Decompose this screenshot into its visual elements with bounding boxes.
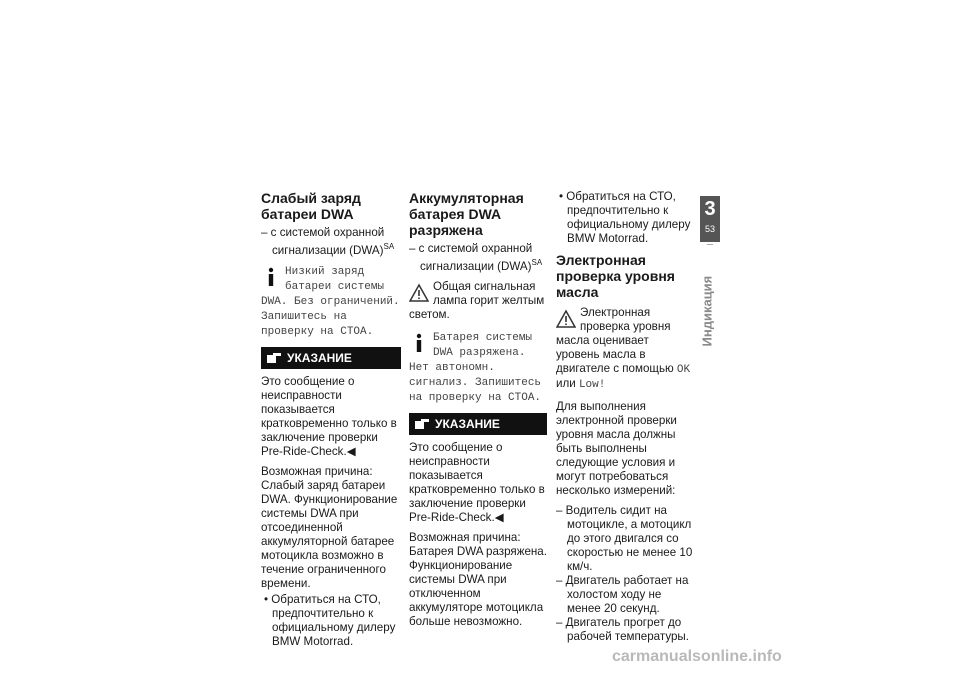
- display-message: Низкий заряд батареи системы DWA. Без ограничений. Запишитесь на проверку на СТОА.: [261, 265, 400, 338]
- watermark: carmanualsonline.info: [612, 648, 782, 665]
- cause-body: Батарея DWA разряжена. Функционирование системы DWA при отключенном аккумуляторе мотоцикла больше невозможно.: [409, 544, 547, 628]
- condition-dwa: – с системой охранной сигнализации (DWA)$^{SA}$: [409, 242, 547, 274]
- chapter-tab: [700, 196, 720, 242]
- display-message-block: [409, 330, 547, 405]
- note-header: [261, 347, 401, 369]
- condition-dwa: – с системой охранной сигнализации (DWA)$^{SA}$: [261, 226, 401, 258]
- note-header: [409, 413, 547, 435]
- cause-label: Возможная причина:: [409, 530, 521, 544]
- or-word: или: [556, 377, 576, 390]
- action-bullet: • Обратиться на СТО, предпочтительно к официальному дилеру BMW Motorrad.: [556, 190, 694, 246]
- column-3: [556, 190, 694, 644]
- chapter-number: 3: [704, 198, 716, 220]
- info-icon: [261, 266, 281, 288]
- column-2: [409, 190, 547, 635]
- tab-divider: [707, 244, 713, 245]
- display-message: Батарея системы DWA разряжена. Нет автономн. сигнализ. Запишитесь на проверку на СТОА.: [409, 331, 542, 404]
- oil-check-block: [556, 306, 694, 392]
- warning-triangle-icon: [556, 308, 576, 330]
- heading-dwa-battery-empty: Аккумуляторная батарея DWA разряжена: [409, 190, 524, 238]
- low-value: Low!: [578, 379, 606, 391]
- pointing-hand-icon: [267, 352, 281, 364]
- column-1: [261, 190, 401, 655]
- page-number: 53: [704, 224, 715, 234]
- cause-body: Слабый заряд батареи DWA. Функционирование системы DWA при отсоединенной аккумуляторной батарее мотоцикла возможно в течение ограниченного времени.: [261, 478, 398, 590]
- note-label: УКАЗАНИЕ: [287, 350, 352, 365]
- warning-triangle-icon: [409, 282, 429, 304]
- warning-lamp-text: Общая сигнальная лампа горит желтым светом.: [409, 279, 545, 321]
- note-label: УКАЗАНИЕ: [435, 416, 500, 431]
- display-message-block: [261, 264, 401, 339]
- info-icon: [409, 332, 429, 354]
- warning-lamp-block: [409, 280, 547, 322]
- condition-item: – Двигатель работает на холостом ходу не менее 20 секунд.: [556, 574, 694, 616]
- condition-item: – Водитель сидит на мотоцикле, а мотоцикл до этого двигался со скоростью не менее 10 км/ч.: [556, 504, 694, 574]
- heading-oil-level-check: Электронная проверка уровня масла: [556, 252, 675, 300]
- condition-item: – Двигатель прогрет до рабочей температуры.: [556, 616, 694, 644]
- oil-check-intro: Для выполнения электронной проверки уровня масла должны быть выполнены следующие условия и могут потребоваться несколько измерений:: [556, 400, 677, 497]
- ok-value: OK: [676, 364, 691, 376]
- action-bullet: • Обратиться на СТО, предпочтительно к официальному дилеру BMW Motorrad.: [261, 593, 401, 649]
- note-body: Это сообщение о неисправности показывается кратковременно только в заключение проверки Pre-Ride-Check.◀: [409, 440, 545, 524]
- pointing-hand-icon: [415, 418, 429, 430]
- heading-weak-dwa-battery: Слабый заряд батареи DWA: [261, 190, 361, 222]
- section-title-vertical: Индикация: [699, 275, 715, 347]
- cause-label: Возможная причина:: [261, 464, 373, 478]
- note-body: Это сообщение о неисправности показывается кратковременно только в заключение проверки Pre-Ride-Check.◀: [261, 374, 397, 458]
- oil-check-text: Электронная проверка уровня масла оценивает уровень масла в двигателе с помощью: [556, 306, 674, 375]
